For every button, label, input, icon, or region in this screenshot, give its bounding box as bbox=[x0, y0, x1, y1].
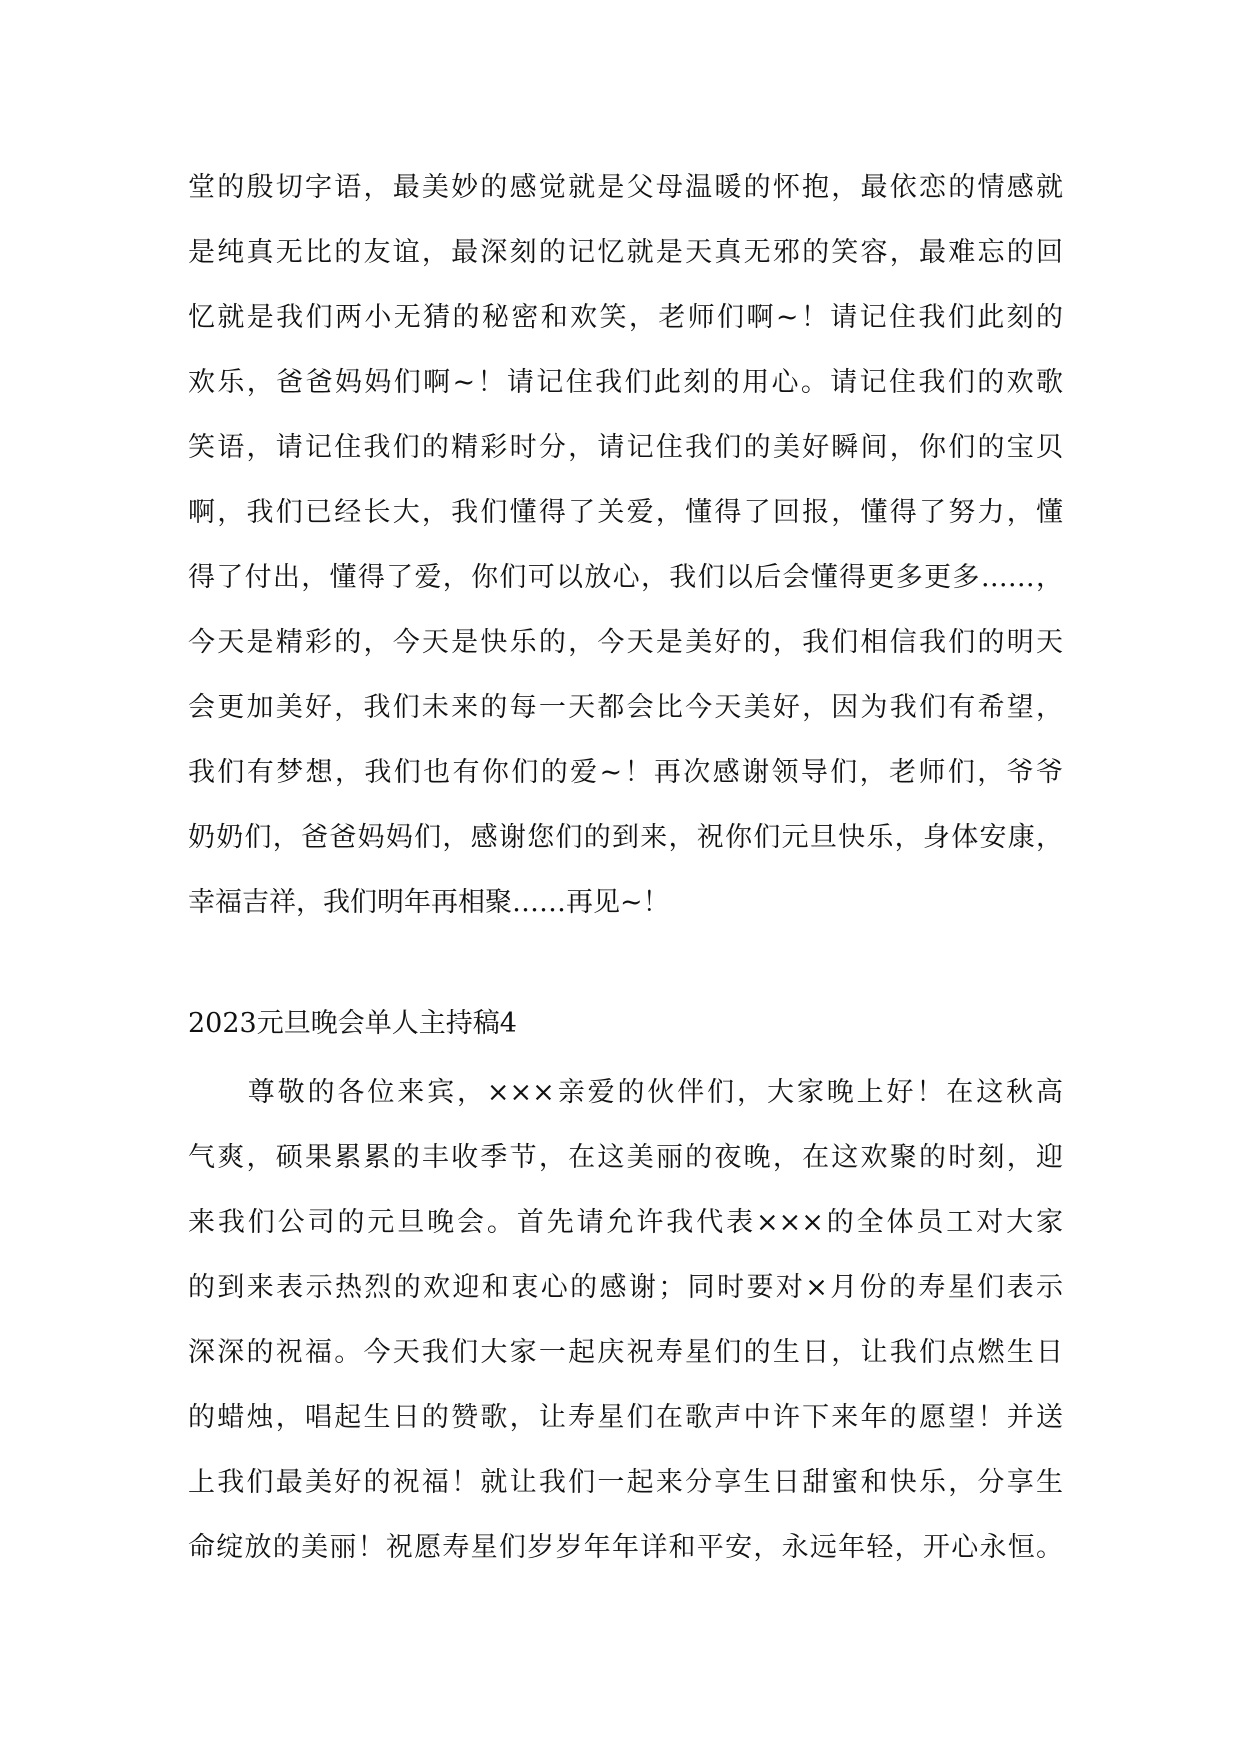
text-line: 奶奶们，爸爸妈妈们，感谢您们的到来，祝你们元旦快乐，身体安康， bbox=[188, 822, 1063, 853]
text-line: 命绽放的美丽！祝愿寿星们岁岁年年详和平安，永远年轻，开心永恒。 bbox=[188, 1532, 1063, 1563]
text-line: 我们有梦想，我们也有你们的爱~！再次感谢领导们，老师们，爷爷 bbox=[188, 757, 1063, 788]
text-line: 啊，我们已经长大，我们懂得了关爱，懂得了回报，懂得了努力，懂 bbox=[188, 497, 1063, 528]
text-line: 今天是精彩的，今天是快乐的，今天是美好的，我们相信我们的明天 bbox=[188, 627, 1063, 658]
text-line: 得了付出，懂得了爱，你们可以放心，我们以后会懂得更多更多……， bbox=[188, 562, 1063, 593]
text-line: 的蜡烛，唱起生日的赞歌，让寿星们在歌声中许下来年的愿望！并送 bbox=[188, 1402, 1063, 1433]
section-heading: 2023元旦晚会单人主持稿4 bbox=[188, 1008, 517, 1039]
text-line: 的到来表示热烈的欢迎和衷心的感谢；同时要对×月份的寿星们表示 bbox=[188, 1272, 1063, 1303]
text-line: 上我们最美好的祝福！就让我们一起来分享生日甜蜜和快乐，分享生 bbox=[188, 1467, 1063, 1498]
text-line: 尊敬的各位来宾，×××亲爱的伙伴们，大家晚上好！在这秋高 bbox=[188, 1077, 1063, 1108]
text-line: 气爽，硕果累累的丰收季节，在这美丽的夜晚，在这欢聚的时刻，迎 bbox=[188, 1142, 1063, 1173]
text-line: 是纯真无比的友谊，最深刻的记忆就是天真无邪的笑容，最难忘的回 bbox=[188, 237, 1063, 268]
text-line: 堂的殷切字语，最美妙的感觉就是父母温暖的怀抱，最依恋的情感就 bbox=[188, 172, 1063, 203]
text-line: 幸福吉祥，我们明年再相聚……再见~！ bbox=[188, 887, 670, 918]
text-line: 会更加美好，我们未来的每一天都会比今天美好，因为我们有希望， bbox=[188, 692, 1063, 723]
text-line: 来我们公司的元旦晚会。首先请允许我代表×××的全体员工对大家 bbox=[188, 1207, 1063, 1238]
text-line: 深深的祝福。今天我们大家一起庆祝寿星们的生日，让我们点燃生日 bbox=[188, 1337, 1063, 1368]
text-line: 笑语，请记住我们的精彩时分，请记住我们的美好瞬间，你们的宝贝 bbox=[188, 432, 1063, 463]
text-line: 忆就是我们两小无猜的秘密和欢笑，老师们啊~！请记住我们此刻的 bbox=[188, 302, 1063, 333]
text-line: 欢乐，爸爸妈妈们啊~！请记住我们此刻的用心。请记住我们的欢歌 bbox=[188, 367, 1063, 398]
